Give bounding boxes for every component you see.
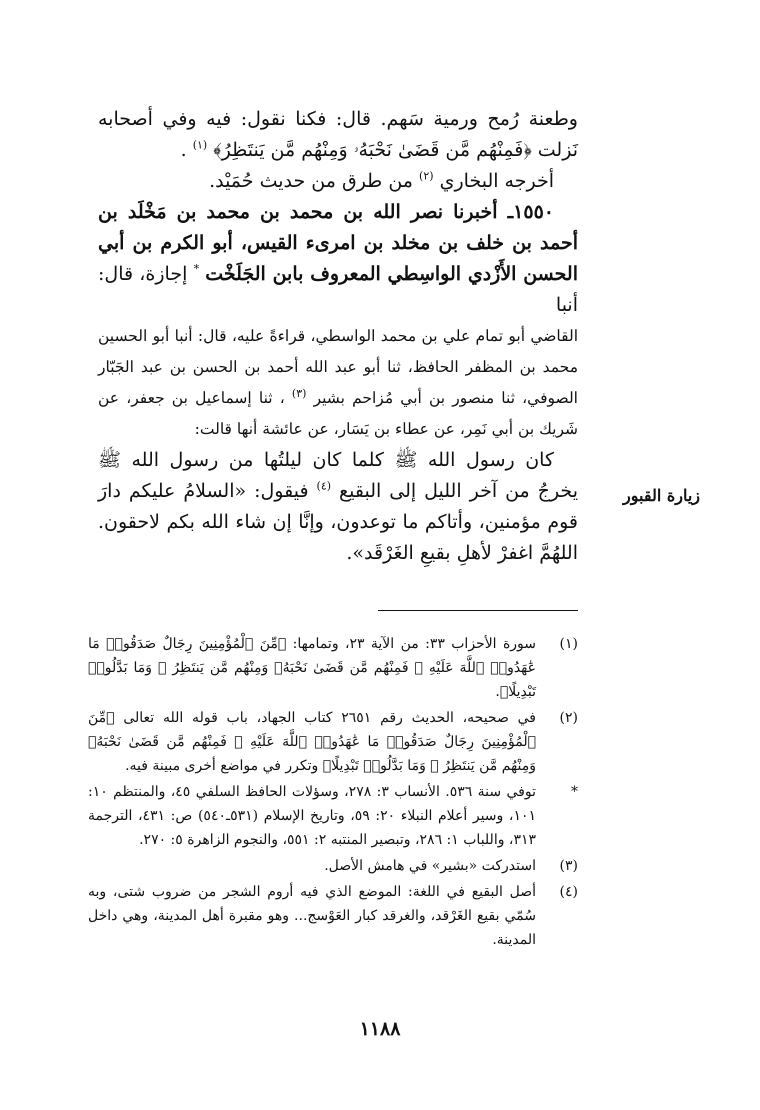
paragraph-matn: [98, 445, 578, 569]
footnote-ref-3[interactable]: (٣): [291, 386, 307, 400]
main-text: [98, 104, 578, 569]
isnad-text-a: القاضي أبو تمام علي بن محمد الواسطي، قراءةً عليه، قال: أنبا أبو الحسين محمد بن المظفر الحافظ، ثنا أبو عبد الله أحمد بن الحسن بن عبد الجَبّار الصوفي، ثنا منصور بن أبي مُزاحم بشير: [98, 327, 578, 407]
paragraph-1: [98, 104, 578, 166]
footnote-text: استدركت «بشير» في هامش الأصل.: [324, 858, 536, 874]
footnote-text: توفي سنة ٥٣٦. الأنساب ٣: ٢٧٨، وسؤلات الحافظ السلفي ٤٥، والمنتظم ١٠: ١٠١، وسير أعلام النبلاء ٢٠: ٥٩، وتاريخ الإسلام (٥٣١ـ٥٤٠) ص: ٤٣١، الترجمة ٣١٣، واللباب ١: ٢٨٦، وتبصير المنتبه ٢: ٥٥١، والنجوم الزاهرة ٥: ٢٧٠.: [88, 784, 536, 848]
footnote-text: في صحيحه، الحديث رقم ٢٦٥١ كتاب الجهاد، باب قوله الله تعالى ﴿مِّنَ ٱلْمُؤْمِنِينَ رِجَالٌ صَدَقُوا۟ مَا عَٰهَدُوا۟ ٱللَّهَ عَلَيْهِ ۖ فَمِنْهُم مَّن قَضَىٰ نَحْبَهُۥ وَمِنْهُم مَّن يَنتَظِرُ ۖ وَمَا بَدَّلُوا۟ تَبْدِيلًا﴾ وتكرر في مواضع أخرى مبينة فيه.: [88, 710, 536, 774]
footnote-ref-star[interactable]: *: [193, 262, 200, 276]
margin-note: زيارة القبور: [623, 486, 700, 505]
footnote-number: (٢): [559, 710, 578, 726]
footnote: [88, 706, 578, 778]
paragraph-2: [98, 166, 578, 197]
footnote-number: (١): [559, 636, 578, 652]
hadith-number-and-narrator: ١٥٥٠ـ أخبرنا نصر الله بن محمد بن محمد بن مَخْلَد بن أحمد بن خلف بن مخلد بن امرىء القيس، أبو الكرم بن أبي الحسن الأَزْدي الواسِطي المعروف بابن الجَلَخْت: [98, 201, 578, 285]
footnote-ref-4[interactable]: (٤): [316, 479, 332, 493]
matn-text-a: كان رسول الله ﷺ كلما كان ليلتُها من رسول الله ﷺ يخرجُ من آخر الليل إلى البقيع: [98, 449, 578, 502]
footnote-number: *: [571, 784, 578, 800]
footnote: [88, 880, 578, 952]
footnote: [88, 780, 578, 852]
footnote-ref-1[interactable]: (١): [192, 138, 208, 152]
paragraph-hadith-1550: [98, 197, 578, 321]
footnote-number: (٤): [559, 884, 578, 900]
paragraph-3-rest: إجازة، قال: أنبا: [98, 263, 578, 316]
footnote-ref-2[interactable]: (٢): [419, 169, 434, 183]
paragraph-2-text: أخرجه البخاري: [439, 170, 554, 192]
footnote-text: أصل البقيع في اللغة: الموضع الذي فيه أروم الشجر من ضروب شتى، وبه سُمّي بقيع الغَرْقد، والغرقد كبار العَوْسج... وهو مقبرة أهل المدينة، وهي داخل المدينة.: [88, 884, 536, 948]
footnotes: [88, 632, 578, 954]
paragraph-2-end: من طرق من حديث حُمَيْد.: [209, 170, 413, 192]
paragraph-1-end: .: [180, 139, 187, 161]
footnote: [88, 632, 578, 704]
footnote-separator: [378, 610, 578, 611]
matn-text-b: فيقول: «السلامُ عليكم دارَ قوم مؤمنين، وأتاكم ما توعدون، وإنَّا إن شاء الله بكم لاحقون. اللهُمَّ اغفرْ لأهلِ بقيعِ الغَرْقَد».: [98, 480, 578, 564]
footnote-number: (٣): [559, 858, 578, 874]
footnote: [88, 854, 578, 878]
isnad-text-b: ، ثنا إسماعيل بن جعفر، عن شَريك بن أبي نَمِر، عن عطاء بن يَسَار، عن عائشة أنها قالت:: [98, 389, 578, 438]
paragraph-isnad: [98, 321, 578, 445]
page-number: ١١٨٨: [359, 1018, 401, 1040]
footnote-text: سورة الأحزاب ٣٣: من الآية ٢٣، وتمامها: ﴿مِّنَ ٱلْمُؤْمِنِينَ رِجَالٌ صَدَقُوا۟ مَا عَٰهَدُوا۟ ٱللَّهَ عَلَيْهِ ۖ فَمِنْهُم مَّن قَضَىٰ نَحْبَهُۥ وَمِنْهُم مَّن يَنتَظِرُ ۖ وَمَا بَدَّلُوا۟ تَبْدِيلًا﴾.: [88, 636, 537, 700]
paragraph-1-text: وطعنة رُمح ورمية سَهم. قال: فكنا نقول: فيه وفي أصحابه نَزلت ﴿فَمِنْهُم مَّن قَضَىٰ نَحْبَهُۥ وَمِنْهُم مَّن يَنتَظِرُ﴾: [98, 108, 578, 161]
